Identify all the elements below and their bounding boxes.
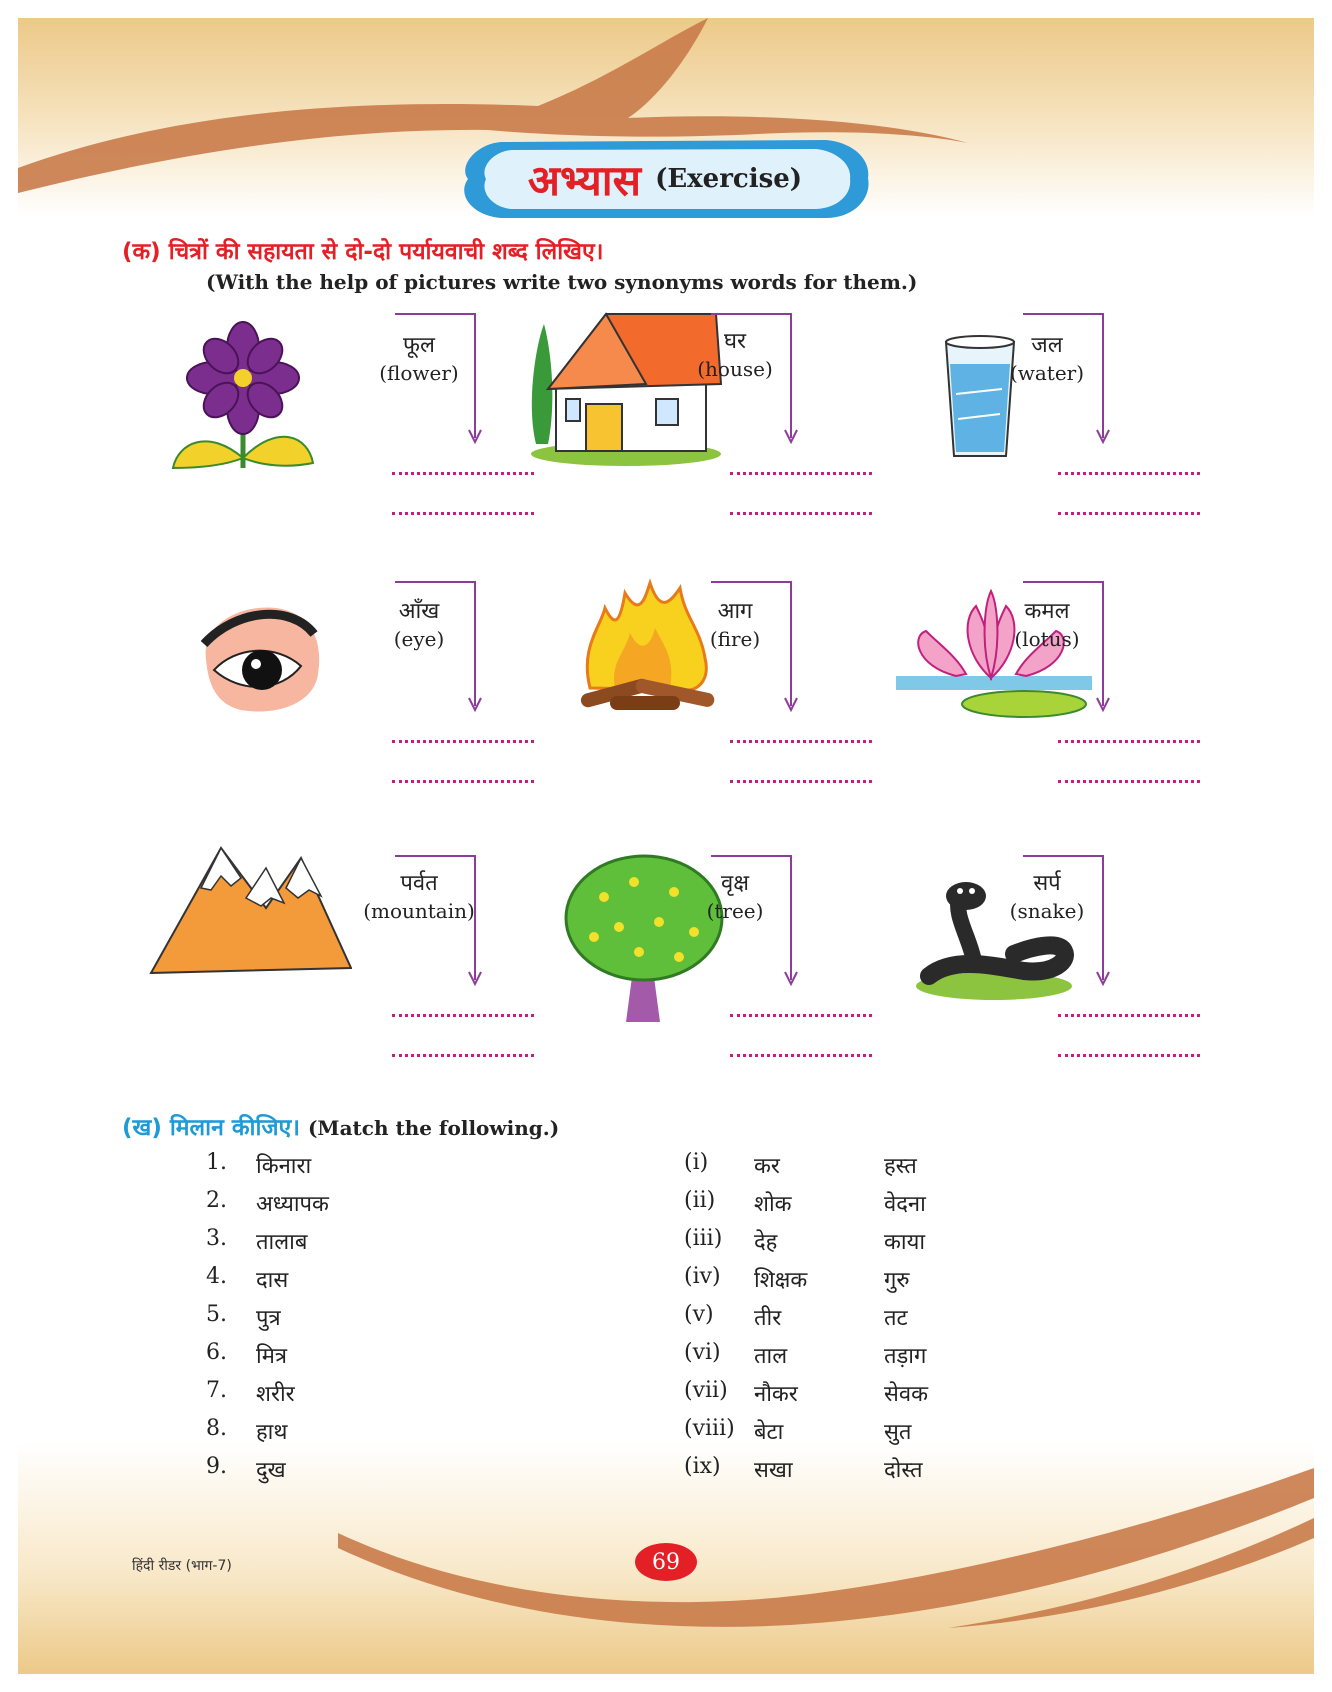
arrow-down-icon [1021,312,1111,448]
answer-line[interactable] [1058,740,1200,743]
word-snake: सर्प (snake) [1009,871,1085,923]
word-house: घर (house) [697,329,773,381]
answer-line[interactable] [392,780,534,783]
answer-line[interactable] [730,1014,872,1017]
section-b-heading [122,1110,559,1142]
word-water: जल (water) [1009,333,1085,385]
word-fire: आग (fire) [709,599,761,651]
arrow-down-icon [393,312,483,448]
arrow-down-icon [709,580,799,716]
arrow-down-icon [1021,854,1111,990]
answer-line[interactable] [392,740,534,743]
section-a-subtitle: (With the help of pictures write two synonyms words for them.) [206,270,918,294]
answer-line[interactable] [730,1054,872,1057]
section-b-label: (ख) मिलान कीजिए। [122,1115,300,1141]
answer-line[interactable] [392,1014,534,1017]
arrow-down-icon [393,854,483,990]
book-title-footer: हिंदी रीडर (भाग-7) [132,1558,232,1574]
answer-line[interactable] [1058,512,1200,515]
arrow-down-icon [709,312,799,448]
mountain-picture [146,828,352,974]
eye-picture [196,604,326,716]
title-english: (Exercise) [655,164,803,194]
arrow-down-icon [709,854,799,990]
exercise-title [456,136,874,222]
word-eye: आँख (eye) [393,599,445,651]
answer-line[interactable] [730,740,872,743]
answer-line[interactable] [1058,1054,1200,1057]
answer-line[interactable] [730,512,872,515]
page-number: 69 [635,1543,697,1581]
arrow-down-icon [393,580,483,716]
title-hindi: अभ्यास [527,155,642,205]
section-a-heading: (क) चित्रों की सहायता से दो-दो पर्यायवाची शब्द लिखिए। [122,239,604,265]
word-flower: फूल (flower) [379,333,459,385]
answer-line[interactable] [1058,472,1200,475]
flower-picture [168,318,318,478]
answer-line[interactable] [392,472,534,475]
section-b-label-english: (Match the following.) [307,1116,560,1140]
answer-line[interactable] [730,472,872,475]
answer-line[interactable] [1058,1014,1200,1017]
word-tree: वृक्ष (tree) [706,871,764,923]
answer-line[interactable] [392,1054,534,1057]
answer-line[interactable] [1058,780,1200,783]
answer-line[interactable] [730,780,872,783]
arrow-down-icon [1021,580,1111,716]
word-mountain: पर्वत (mountain) [363,871,475,923]
word-lotus: कमल (lotus) [1014,599,1080,651]
answer-line[interactable] [392,512,534,515]
workbook-page: अभ्यास (Exercise) (क) चित्रों की सहायता से दो-दो पर्यायवाची शब्द लिखिए। (With the help of pictures write two synonyms words for them.) फूल (flower) घर (house) जल (water) आँख (eye) आग (fire) कमल (lotus) पर्वत (mountain) वृक्ष (tree) सर्प (snake) (ख) मिलान कीजिए। (Match the following.) 1. किनारा (i) कर हस्त 2. अध्यापक (ii) शोक वेदना 3. तालाब (iii) देह काया 4. दास (iv) शिक्षक गुरु 5. पुत्र (v) तीर तट 6. मित्र (vi) ताल तड़ाग 7. शरीर (vii) नौकर सेवक 8. हाथ (viii) बेटा सुत 9. दुख (ix) सखा दोस्त हिंदी रीडर (भाग-7) 69 [18,18,1314,1674]
